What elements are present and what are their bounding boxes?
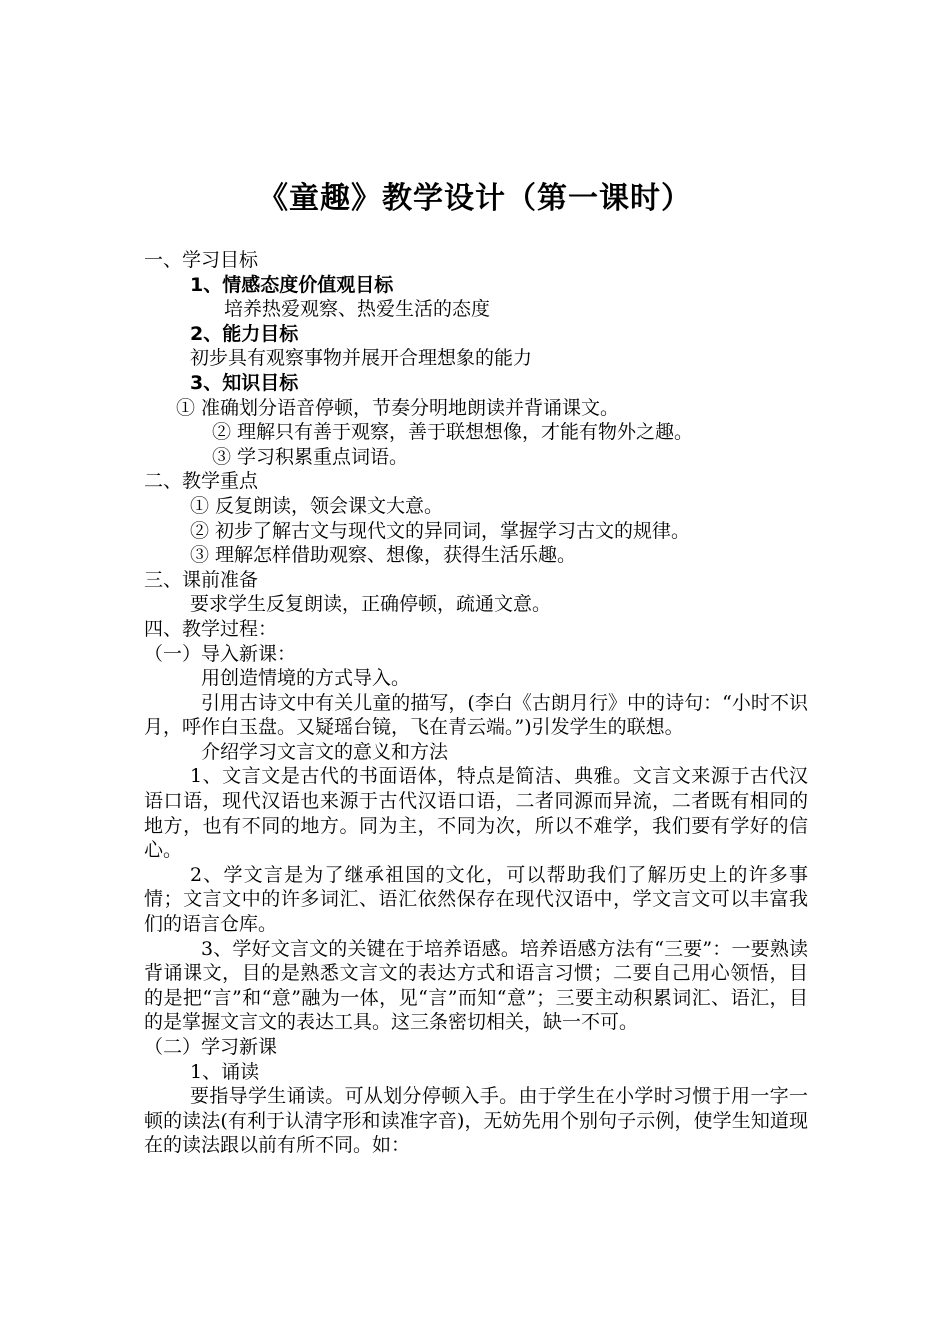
section-heading: 二、教学重点 — [144, 470, 259, 493]
list-item: ① 准确划分语音停顿，节奏分明地朗读并背诵课文。 — [176, 396, 620, 419]
subsection-heading: （一）导入新课： — [144, 642, 297, 665]
paragraph: 初步具有观察事物并展开合理想象的能力 — [190, 347, 533, 370]
subsection-heading: 1、诵读 — [190, 1060, 260, 1083]
section-heading: 一、学习目标 — [144, 249, 259, 271]
subsection-heading: 2、能力目标 — [190, 322, 299, 345]
paragraph: 3、学好文言文的关键在于培养语感。培养语感方法有“三要”：一要熟读背诵课文，目的是熟悉文言文的表达方式和语言习惯；二要自己用心领悟，目的是把“言”和“意”融为一体，见“言”而知“意”；三要主动积累词汇、语汇，目的是掌握文言文的表达工具。这三条密切相关，缺一不可。 — [144, 937, 808, 1034]
paragraph: 1、文言文是古代的书面语体，特点是简洁、典雅。文言文来源于古代汉语口语，现代汉语也来源于古代汉语口语，二者同源而异流，二者既有相同的地方，也有不同的地方。同为主，不同为次，所以不难学，我们要有学好的信心。 — [144, 765, 808, 862]
paragraph: 用创造情境的方式导入。 — [201, 667, 411, 690]
paragraph: 培养热爱观察、热爱生活的态度 — [224, 298, 491, 321]
paragraph: 介绍学习文言文的意义和方法 — [201, 740, 449, 763]
document-body — [144, 248, 808, 1158]
list-item: ① 反复朗读，领会课文大意。 — [190, 494, 444, 517]
subsection-heading: 3、知识目标 — [190, 371, 299, 394]
section-heading: 四、教学过程： — [144, 617, 278, 640]
paragraph: 引用古诗文中有关儿童的描写，(李白《古朗月行》中的诗句：“小时不识月，呼作白玉盘。又疑瑶台镜，飞在青云端。”)引发学生的联想。 — [144, 691, 808, 739]
list-item: ③ 学习积累重点词语。 — [212, 445, 409, 468]
list-item: ② 理解只有善于观察，善于联想想像，才能有物外之趣。 — [212, 421, 694, 444]
subsection-heading: （二）学习新课 — [144, 1036, 278, 1058]
list-item: ② 初步了解古文与现代文的异同词，掌握学习古文的规律。 — [190, 519, 691, 542]
paragraph: 要求学生反复朗读，正确停顿，疏通文意。 — [190, 593, 552, 616]
subsection-heading: 1、情感态度价值观目标 — [190, 273, 394, 296]
list-item: ③ 理解怎样借助观察、想像，获得生活乐趣。 — [190, 544, 577, 567]
paragraph: 2、学文言是为了继承祖国的文化，可以帮助我们了解历史上的许多事情；文言文中的许多词汇、语汇依然保存在现代汉语中，学文言文可以丰富我们的语言仓库。 — [144, 863, 808, 936]
paragraph: 要指导学生诵读。可从划分停顿入手。由于学生在小学时习惯于用一字一顿的读法(有利于认清字形和读准字音)，无妨先用个别句子示例，使学生知道现在的读法跟以前有所不同。如： — [144, 1085, 808, 1157]
section-heading: 三、课前准备 — [144, 568, 259, 591]
document-title: 《童趣》教学设计（第一课时） — [258, 181, 692, 216]
